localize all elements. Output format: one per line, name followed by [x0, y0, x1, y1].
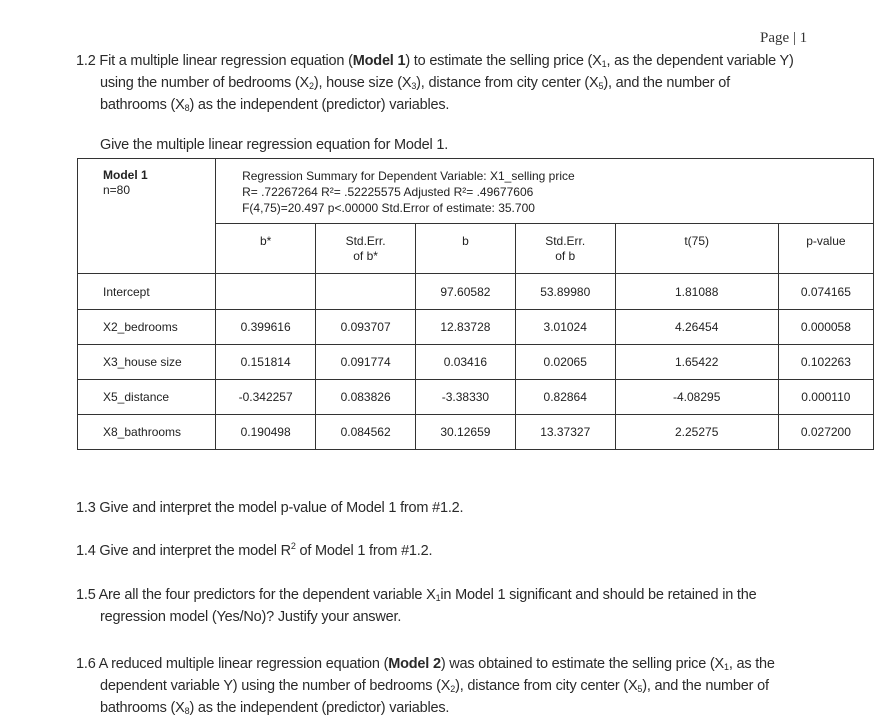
cell-b: 97.60582 [416, 274, 516, 310]
q12-text: bathrooms (X [100, 97, 185, 113]
col-header-line: Std.Err. [345, 234, 386, 248]
cell-bstar: 0.151814 [216, 345, 316, 380]
row-label: X3_house size [78, 345, 216, 380]
q12-text: ) as the independent (predictor) variables. [189, 97, 450, 113]
cell-b: 0.03416 [416, 345, 516, 380]
cell-se-b: 0.82864 [515, 380, 615, 415]
question-number: 1.2 [76, 53, 96, 69]
subscript: 1 [435, 593, 441, 603]
question-1-3: 1.3 Give and interpret the model p-value of Model 1 from #1.2. [76, 500, 464, 516]
cell-bstar: 0.399616 [216, 310, 316, 345]
cell-b: -3.38330 [416, 380, 516, 415]
cell-se-b: 3.01024 [515, 310, 615, 345]
superscript: 2 [290, 541, 296, 551]
q16-text: ) was obtained to estimate the selling price (X [440, 656, 724, 672]
model-1-label: Model 1 [352, 53, 406, 69]
q12-text: ), distance from city center (X [416, 75, 599, 91]
q15-text: 1.5 Are all the four predictors for the dependent variable X [76, 587, 436, 603]
col-header-se-bstar [316, 224, 416, 274]
cell-se-b: 13.37327 [515, 415, 615, 450]
cell-se-bstar: 0.084562 [316, 415, 416, 450]
cell-p: 0.074165 [778, 274, 873, 310]
cell-se-bstar: 0.093707 [316, 310, 416, 345]
q16-text: , as the [728, 656, 775, 672]
row-label: X8_bathrooms [78, 415, 216, 450]
table-row [78, 310, 874, 345]
cell-se-b: 53.89980 [515, 274, 615, 310]
question-1-4 [76, 540, 824, 562]
col-header-t: t(75) [615, 224, 778, 274]
col-header-se-b [515, 224, 615, 274]
model-label: Model 1 [103, 168, 148, 182]
q14-text: 1.4 Give and interpret the model R [76, 543, 291, 559]
cell-t: 1.65422 [615, 345, 778, 380]
q16-text: ), and the number of [642, 678, 769, 694]
subscript: 5 [598, 81, 604, 91]
cell-t: 1.81088 [615, 274, 778, 310]
sample-size: n=80 [103, 183, 131, 197]
cell-t: -4.08295 [615, 380, 778, 415]
give-equation-prompt: Give the multiple linear regression equation for Model 1. [100, 137, 449, 153]
q16-text: dependent variable Y) using the number of bedrooms (X [100, 678, 451, 694]
table-row [78, 274, 874, 310]
cell-se-bstar: 0.091774 [316, 345, 416, 380]
cell-bstar [216, 274, 316, 310]
cell-bstar: 0.190498 [216, 415, 316, 450]
q16-text: ), distance from city center (X [455, 678, 638, 694]
regression-table [77, 158, 874, 450]
subscript: 8 [184, 103, 190, 113]
table-row [78, 415, 874, 450]
col-header-bstar: b* [216, 224, 316, 274]
q15-text: regression model (Yes/No)? Justify your answer. [100, 609, 402, 625]
row-label: X2_bedrooms [78, 310, 216, 345]
summary-line: R= .72267264 R²= .52225575 Adjusted R²= .49677606 [242, 185, 534, 199]
cell-se-b: 0.02065 [515, 345, 615, 380]
summary-line: F(4,75)=20.497 p<.00000 Std.Error of estimate: 35.700 [242, 201, 535, 215]
cell-se-bstar [316, 274, 416, 310]
model-2-label: Model 2 [388, 656, 441, 672]
col-header-line: of b* [353, 249, 378, 263]
q16-text: 1.6 A reduced multiple linear regression equation ( [76, 656, 389, 672]
q14-text: of Model 1 from #1.2. [295, 543, 433, 559]
cell-p: 0.000058 [778, 310, 873, 345]
subscript: 1 [601, 59, 607, 69]
table-row [78, 345, 874, 380]
cell-p: 0.000110 [778, 380, 873, 415]
page-number: Page | 1 [760, 30, 808, 46]
subscript: 5 [637, 684, 643, 694]
cell-b: 12.83728 [416, 310, 516, 345]
subscript: 1 [724, 662, 729, 672]
q12-text: ) to estimate the selling price (X [405, 53, 602, 69]
col-header-b: b [416, 224, 516, 274]
subscript: 2 [309, 81, 314, 91]
cell-p: 0.027200 [778, 415, 873, 450]
cell-t: 2.25275 [615, 415, 778, 450]
subscript: 2 [450, 684, 456, 694]
model-header-cell [78, 159, 216, 274]
question-1-6 [76, 653, 824, 719]
q12-text: ), house size (X [313, 75, 412, 91]
q12-text: Fit a multiple linear regression equation ( [99, 53, 353, 69]
q16-text: ) as the independent (predictor) variables. [189, 700, 450, 716]
col-header-line: Std.Err. [545, 234, 586, 248]
col-header-line: of b [555, 249, 576, 263]
q15-text: in Model 1 significant and should be retained in the [440, 587, 757, 603]
regression-summary [216, 159, 874, 224]
cell-bstar: -0.342257 [216, 380, 316, 415]
col-header-p: p-value [778, 224, 873, 274]
q12-text: ), and the number of [603, 75, 730, 91]
question-1-5 [76, 584, 824, 628]
q16-text: bathrooms (X [100, 700, 185, 716]
question-1-2 [76, 50, 824, 116]
q12-text: using the number of bedrooms (X [100, 75, 309, 91]
subscript: 8 [184, 706, 190, 716]
row-label: Intercept [78, 274, 216, 310]
subscript: 3 [411, 81, 417, 91]
summary-line: Regression Summary for Dependent Variable: X1_selling price [242, 169, 575, 183]
cell-p: 0.102263 [778, 345, 873, 380]
cell-t: 4.26454 [615, 310, 778, 345]
cell-se-bstar: 0.083826 [316, 380, 416, 415]
row-label: X5_distance [78, 380, 216, 415]
q12-text: , as the dependent variable Y) [606, 53, 794, 69]
cell-b: 30.12659 [416, 415, 516, 450]
table-row [78, 380, 874, 415]
